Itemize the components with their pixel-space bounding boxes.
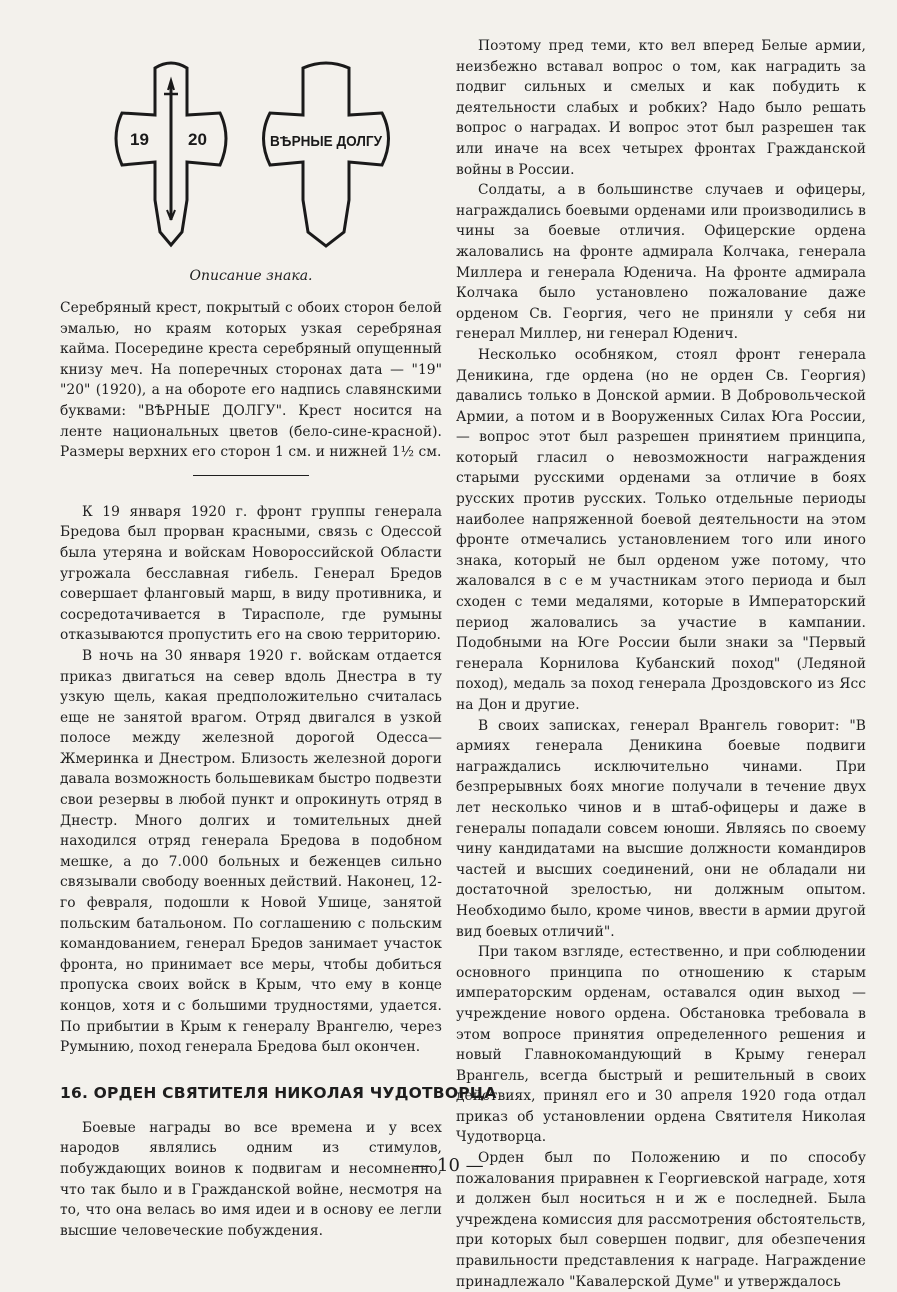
paragraph: Орден был по Положению и по способу пожалования приравнен к Георгиевской награде, хотя и должен был носиться н и ж е последней. Была учреждена комиссия для рассмотрения обстоятельств, при которых был совершен подвиг, для обезпечения правильности представления к награде. Награждение принадлежало "Кавалерской Думе" и утверждалось — [456, 1150, 866, 1290]
cross-inscription: ВѢРНЫЕ ДОЛГУ — [270, 133, 383, 150]
figure-caption: Описание знака. — [189, 268, 313, 284]
badge-description: Серебряный крест, покрытый с обоих сторон белой эмалью, но краям которых узкая серебряная кайма. Посередине креста серебряный опущенный книзу меч. На поперечных сторонах дата — "19" "20" (1920), а на обороте его надпись славянскими буквами: "ВѢРНЫЕ ДОЛГУ". Крест носится на ленте национальных цветов (бело-сине-красной). Размеры верхних его сторон 1 см. и нижней 1½ см. — [60, 300, 442, 461]
cross-reverse-icon — [264, 63, 389, 246]
paragraph: В своих записках, генерал Врангель говорит: "В армиях генерала Деникина боевые подвиги награждались исключительно чинами. При безпрерывных боях многие получали в течение двух лет несколько чинов и в штаб-офицеры и даже в генералы попадали совсем юноши. Являясь по своему чину кандидатами на высшие должности командиров частей и высших соединений, они не обладали ни достаточной зрелостью, ни должным опытом. Необходимо было, кроме чинов, ввести в армии другой вид боевых отличий". — [456, 717, 866, 940]
paragraph: В ночь на 30 января 1920 г. войскам отдается приказ двигаться на север вдоль Днестра в ту узкую щель, какая предположительно считалась еще не занятой врагом. Отряд двигался в узкой полосе между железной дорогой Одесса—Жмеринка и Днестром. Близость железной дороги давала возможность большевикам быстро подвезти свои резервы в любой пункт и опрокинуть отряд в Днестр. Много долгих и томительных дней находился отряд генерала Бредова в подобном мешке, а до 7.000 больных и беженцев сильно связывали свободу военных действий. Наконец, 12-го февраля, подошли к Новой Ушице, занятой польским батальоном. По соглашению с польским командованием, генерал Бредов занимает участок фронта, но принимает все меры, чтобы добиться пропуска своих войск в Крым, что ему в конце концов, хотя и с большими трудностями, удается. По прибытии в Крым к генералу Врангелю, через Румынию, поход генерала Бредова был окончен. — [60, 647, 442, 1056]
section-heading: 16. ОРДЕН СВЯТИТЕЛЯ НИКОЛАЯ ЧУДОТВОРЦА — [60, 1083, 497, 1102]
right-column — [456, 36, 866, 1292]
cross-obverse-icon — [116, 63, 226, 245]
paragraph: Боевые награды во все времена и у всех народов являлись одним из стимулов, побуждающих воинов к подвигам и несомненно, что так было и в Гражданской войне, несмотря на то, что она велась во имя идеи и в основу ее легли высшие человеческие побуждения. — [60, 1119, 442, 1239]
paragraph: Солдаты, а в большинстве случаев и офицеры, награждались боевыми орденами или производились в чины за боевые отличия. Офицерские ордена жаловались на фронте адмирала Колчака, генерала Миллера и генерала Юденича. На фронте адмирала Колчака было установлено пожалование даже орденом Св. Георгия, чего не приняли у себя ни генерал Миллер, ни генерал Юденич. — [456, 182, 866, 343]
section-divider — [193, 475, 309, 476]
cross-date-left: 19 — [130, 130, 149, 149]
badge-figure — [60, 50, 442, 260]
paragraph: При таком взгляде, естественно, и при соблюдении основного принципа по отношению к старым императорским орденам, оставался один выход — учреждение нового ордена. Обстановка требовала в этом вопросе принятия определенного решения и новый Главнокомандующий в Крыму генерал Врангель, всегда быстрый и решительный в своих действиях, принял его и 30 апреля 1920 года отдал приказ об установлении ордена Святителя Николая Чудотворца. — [456, 944, 866, 1146]
page-number: — 10 — — [413, 1155, 484, 1176]
paragraph: Несколько особняком, стоял фронт генерала Деникина, где ордена (но не орден Св. Георгия) давались только в Донской армии. В Добровольческой Армии, а потом и в Вооруженных Силах Юга России, — вопрос этот был разрешен принятием принципа, который гласил о невозможности награждения старыми русскими орденами за отличие в боях русских против русских. Только отдельные периоды наиболее напряженной боевой деятельности на этом фронте отмечались установлением того или иного знака, который не был орденом уже потому, что жаловался в с е м участникам этого периода и был сходен с теми медалями, которые в Императорский период жаловались за участие в кампании. Подобными на Юге России были знаки за "Первый генерала Корнилова Кубанский поход" (Ледяной поход), медаль за поход генерала Дроздовского из Ясс на Дон и другие. — [456, 346, 866, 713]
cross-date-right: 20 — [188, 130, 207, 149]
paragraph: К 19 января 1920 г. фронт группы генерала Бредова был прорван красными, связь с Одессой была утеряна и войскам Новороссийской Области угрожала бесславная гибель. Генерал Бредов совершает фланговый марш, в виду противника, и сосредотачивается в Тирасполе, где румыны отказываются пропустить его на свою территорию. — [60, 503, 442, 644]
badge-illustrations — [60, 50, 442, 260]
paragraph: Поэтому пред теми, кто вел вперед Белые армии, неизбежно вставал вопрос о том, как наградить за подвиг сильных и смелых и как побудить к деятельности слабых и робких? Надо было решать вопрос о наградах. И вопрос этот был разрешен так или иначе на всех четырех фронтах Гражданской войны в России. — [456, 38, 866, 178]
